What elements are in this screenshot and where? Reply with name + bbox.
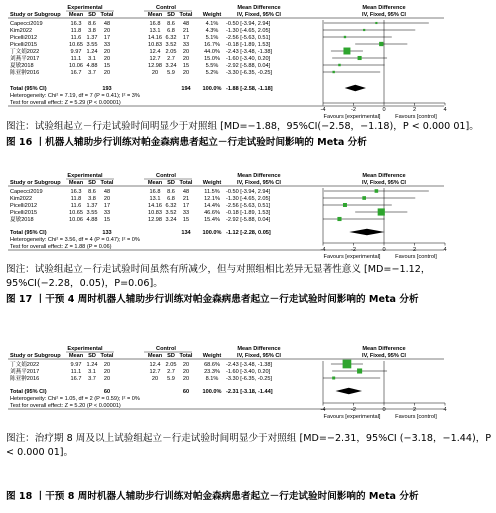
study-row	[10, 47, 272, 55]
effect-square	[332, 377, 335, 380]
weight: 44.0%	[204, 49, 220, 55]
col-method: IV, Fixed, 95% CI	[237, 180, 281, 186]
pooled-diamond	[349, 229, 385, 235]
effect-square	[378, 208, 385, 215]
sd-ctl: 3.24	[165, 63, 177, 69]
col-sd-ctl: SD	[167, 12, 175, 18]
ci-text: -1.30 [-4.65, 2.05]	[226, 28, 271, 34]
mean-exp: 16.7	[70, 70, 82, 76]
sd-exp: 3.8	[88, 28, 96, 34]
figure-caption-note: 图注：试验组起立－行走试验时间明显少于对照组 [MD=−1.88，95%CI(−2.58，−1.18)，P < 0.000 01]。	[6, 121, 479, 132]
header-experimental: Experimental	[67, 5, 103, 11]
n-ctl: 20	[182, 369, 190, 375]
n-ctl: 21	[182, 28, 190, 34]
total-label: Total (95% CI)	[10, 230, 47, 236]
total-n-exp: 60	[103, 389, 111, 395]
ci-text: -2.43 [-3.48, -1.38]	[226, 362, 273, 368]
effect-square	[363, 29, 365, 31]
study-name: Capecci2019	[10, 189, 43, 195]
x-tick	[443, 403, 446, 413]
mean-ctl: 20	[151, 376, 159, 382]
study-row	[10, 28, 271, 34]
total-n-exp: 133	[102, 230, 112, 236]
n-ctl: 33	[182, 210, 190, 216]
sd-exp: 3.7	[88, 376, 96, 382]
study-row	[10, 21, 271, 27]
n-exp: 33	[103, 42, 111, 48]
n-exp: 17	[103, 203, 111, 209]
study-row	[10, 189, 271, 195]
weight: 4.1%	[205, 21, 219, 27]
x-tick	[321, 103, 326, 113]
n-ctl: 20	[182, 362, 190, 368]
n-ctl: 20	[182, 56, 190, 62]
col-weight: Weight	[202, 353, 222, 359]
col-total-exp: Total	[100, 12, 114, 18]
favours-control: Favours [control]	[395, 414, 437, 420]
n-ctl: 21	[182, 196, 190, 202]
weight: 15.4%	[204, 217, 220, 223]
heterogeneity: Heterogeneity: Chi² = 3.56, df = 4 (P = 0.47); I² = 0%	[10, 237, 140, 243]
favours-experimental: Favours [experimental]	[323, 114, 381, 120]
effect-square	[343, 360, 352, 369]
sd-exp: 1.24	[86, 362, 98, 368]
mean-ctl: 14.16	[148, 35, 162, 41]
n-ctl: 20	[182, 376, 190, 382]
mean-ctl: 10.83	[148, 210, 162, 216]
sd-exp: 8.6	[88, 189, 96, 195]
tick-label: 0	[382, 107, 386, 113]
ci-text: -1.30 [-4.65, 2.05]	[226, 196, 271, 202]
mean-ctl: 20	[151, 70, 159, 76]
tick-label: 4	[443, 247, 447, 253]
mean-ctl: 10.83	[148, 42, 162, 48]
mean-exp: 16.7	[70, 376, 82, 382]
col-total-exp: Total	[100, 180, 114, 186]
sd-ctl: 2.7	[167, 56, 175, 62]
x-tick	[351, 103, 356, 113]
sd-exp: 1.37	[86, 35, 98, 41]
n-exp: 15	[103, 217, 111, 223]
x-tick	[382, 403, 385, 413]
mean-ctl: 16.8	[149, 189, 161, 195]
tick-label: -2	[351, 107, 356, 113]
effect-square	[338, 64, 340, 66]
study-row	[10, 367, 271, 375]
x-tick	[351, 243, 356, 253]
sd-exp: 4.88	[86, 217, 98, 223]
header-mean-diff: Mean Difference	[237, 346, 281, 352]
overall-effect: Test for overall effect: Z = 1.88 (P = 0.06)	[10, 244, 112, 250]
col-total-ctl: Total	[179, 12, 193, 18]
n-exp: 48	[103, 21, 111, 27]
col-weight: Weight	[202, 180, 222, 186]
mean-ctl: 14.16	[148, 203, 162, 209]
study-row	[10, 203, 271, 209]
col-study: Study or Subgroup	[10, 180, 61, 186]
mean-ctl: 13.1	[149, 196, 161, 202]
sd-ctl: 6.32	[165, 35, 177, 41]
sd-ctl: 6.8	[167, 196, 175, 202]
forest-svg	[4, 2, 492, 136]
weight: 23.3%	[204, 369, 220, 375]
study-name: Picelli2012	[10, 203, 38, 209]
study-row	[10, 215, 271, 223]
sd-ctl: 3.52	[165, 42, 177, 48]
effect-square	[344, 36, 346, 38]
ci-text: -3.30 [-6.35, -0.25]	[226, 376, 273, 382]
x-tick	[351, 403, 356, 413]
overall-effect: Test for overall effect: Z = 5.29 (P < 0.00001)	[10, 100, 121, 106]
favours-control: Favours [control]	[395, 114, 437, 120]
ci-text: -2.92 [-5.88, 0.04]	[226, 217, 271, 223]
sd-exp: 3.55	[86, 42, 98, 48]
study-name: 陈亚翀2016	[10, 376, 40, 382]
header-control: Control	[156, 346, 176, 352]
forest-plot-fig18	[4, 343, 492, 433]
sd-exp: 4.88	[86, 63, 98, 69]
mean-exp: 11.8	[70, 196, 82, 202]
weight: 11.5%	[204, 189, 220, 195]
weight: 5.5%	[205, 63, 219, 69]
effect-square	[343, 203, 347, 207]
mean-ctl: 12.4	[149, 49, 161, 55]
col-method: IV, Fixed, 95% CI	[237, 353, 281, 359]
sd-ctl: 5.9	[167, 376, 175, 382]
mean-ctl: 12.98	[148, 217, 162, 223]
study-name: Capecci2019	[10, 21, 43, 27]
study-name: 丁文娟2022	[10, 362, 40, 368]
effect-square	[332, 71, 334, 73]
sd-ctl: 2.7	[167, 369, 175, 375]
total-ci: -1.88 [-2.58, -1.18]	[226, 86, 273, 92]
pooled-diamond	[345, 85, 366, 91]
col-sd-exp: SD	[88, 180, 96, 186]
sd-ctl: 3.24	[165, 217, 177, 223]
effect-square	[375, 189, 379, 193]
n-ctl: 17	[182, 203, 190, 209]
x-tick	[321, 403, 326, 413]
total-label: Total (95% CI)	[10, 86, 47, 92]
effect-square	[362, 196, 366, 200]
col-total-ctl: Total	[179, 353, 193, 359]
col-mean-ctl: Mean	[147, 12, 163, 18]
total-row	[10, 86, 273, 92]
col-method-right: IV, Fixed, 95% CI	[362, 12, 406, 18]
ci-text: -2.92 [-5.88, 0.04]	[226, 63, 271, 69]
col-total-ctl: Total	[179, 180, 193, 186]
col-mean-ctl: Mean	[147, 353, 163, 359]
study-name: 刘燕平2017	[10, 369, 40, 375]
figure-caption-note: 图注：治疗期 8 周及以上试验组起立－行走试验时间明显少于对照组 [MD=−2.31，95%CI (−3.18，−1.44)，P < 0.000 01]。	[6, 433, 492, 458]
col-mean-exp: Mean	[68, 180, 84, 186]
tick-label: 4	[443, 107, 447, 113]
ci-text: -3.30 [-6.35, -0.25]	[226, 70, 273, 76]
favours-experimental: Favours [experimental]	[323, 254, 381, 260]
x-tick	[382, 103, 385, 113]
effect-square	[337, 217, 341, 221]
study-row	[10, 54, 271, 62]
header-mean-diff-right: Mean Difference	[362, 346, 406, 352]
total-row	[10, 230, 271, 236]
ci-text: -2.56 [-5.63, 0.51]	[226, 35, 271, 41]
mean-ctl: 16.8	[149, 21, 161, 27]
col-mean-ctl: Mean	[147, 180, 163, 186]
total-n-ctl: 194	[181, 86, 191, 92]
study-name: Kim2022	[10, 28, 33, 34]
total-n-ctl: 60	[182, 389, 190, 395]
header-mean-diff: Mean Difference	[237, 173, 281, 179]
effect-square	[357, 368, 362, 373]
study-row	[10, 196, 271, 202]
col-study: Study or Subgroup	[10, 12, 61, 18]
study-name: 刘燕平2017	[10, 56, 40, 62]
mean-exp: 11.8	[70, 28, 82, 34]
forest-plot-fig16	[4, 2, 492, 136]
mean-ctl: 12.7	[149, 56, 161, 62]
sd-ctl: 2.05	[165, 49, 177, 55]
mean-exp: 10.65	[69, 42, 83, 48]
sd-exp: 3.55	[86, 210, 98, 216]
header-mean-diff: Mean Difference	[237, 5, 281, 11]
n-exp: 20	[103, 196, 111, 202]
col-sd-exp: SD	[88, 12, 96, 18]
study-name: 夏敏2018	[10, 217, 34, 223]
figure-title: 图 17 丨干预 4 周时机器人辅助步行训练对帕金森病患者起立－行走试验时间影响的 Meta 分析	[6, 294, 419, 305]
n-ctl: 33	[182, 42, 190, 48]
mean-exp: 16.3	[70, 21, 82, 27]
n-exp: 20	[103, 56, 111, 62]
mean-exp: 9.97	[70, 362, 82, 368]
mean-exp: 11.6	[70, 35, 82, 41]
n-ctl: 48	[182, 21, 190, 27]
effect-square	[343, 48, 350, 55]
col-total-exp: Total	[100, 353, 114, 359]
col-sd-exp: SD	[88, 353, 96, 359]
study-name: 夏敏2018	[10, 63, 34, 69]
x-tick	[443, 103, 446, 113]
sd-exp: 8.6	[88, 21, 96, 27]
study-name: Picelli2012	[10, 35, 38, 41]
mean-exp: 11.6	[70, 203, 82, 209]
sd-ctl: 6.8	[167, 28, 175, 34]
study-row	[10, 360, 272, 368]
x-tick	[443, 243, 446, 253]
weight: 46.6%	[204, 210, 220, 216]
col-method: IV, Fixed, 95% CI	[237, 12, 281, 18]
ci-text: -1.60 [-3.40, 0.20]	[226, 56, 271, 62]
x-tick	[413, 243, 416, 253]
mean-exp: 10.65	[69, 210, 83, 216]
n-exp: 20	[103, 362, 111, 368]
sd-exp: 3.1	[88, 369, 96, 375]
total-n-exp: 193	[102, 86, 112, 92]
total-ci: -2.31 [-3.18, -1.44]	[226, 389, 273, 395]
tick-label: -4	[320, 247, 326, 253]
heterogeneity: Heterogeneity: Chi² = 7.19, df = 7 (P = 0.41); I² = 3%	[10, 93, 140, 99]
weight: 68.6%	[204, 362, 220, 368]
study-name: Picelli2015	[10, 42, 38, 48]
sd-ctl: 3.52	[165, 210, 177, 216]
x-tick	[413, 403, 416, 413]
header-control: Control	[156, 5, 176, 11]
n-exp: 20	[103, 376, 111, 382]
mean-ctl: 12.7	[149, 369, 161, 375]
ci-text: -1.60 [-3.40, 0.20]	[226, 369, 271, 375]
sd-ctl: 6.32	[165, 203, 177, 209]
header-mean-diff-right: Mean Difference	[362, 5, 406, 11]
tick-label: 2	[412, 247, 417, 253]
study-row	[10, 68, 272, 76]
sd-exp: 3.7	[88, 70, 96, 76]
total-row	[10, 389, 273, 395]
mean-exp: 11.1	[70, 56, 82, 62]
weight: 12.1%	[204, 196, 220, 202]
sd-ctl: 8.6	[167, 189, 175, 195]
n-ctl: 15	[182, 63, 190, 69]
n-ctl: 20	[182, 70, 190, 76]
figure-title: 图 16 丨机器人辅助步行训练对帕金森病患者起立－行走试验时间影响的 Meta 分析	[6, 137, 367, 148]
sd-exp: 3.8	[88, 196, 96, 202]
col-sd-ctl: SD	[167, 180, 175, 186]
mean-exp: 10.06	[69, 63, 83, 69]
overall-effect: Test for overall effect: Z = 5.20 (P < 0.00001)	[10, 403, 121, 409]
mean-exp: 16.3	[70, 189, 82, 195]
ci-text: -0.50 [-3.94, 2.94]	[226, 21, 271, 27]
tick-label: -2	[351, 247, 356, 253]
effect-square	[379, 42, 383, 46]
n-exp: 20	[103, 28, 111, 34]
study-name: 丁文娟2022	[10, 49, 40, 55]
figure-title: 图 18 丨干预 8 周时机器人辅助步行训练对帕金森病患者起立－行走试验时间影响的 Meta 分析	[6, 491, 419, 502]
col-sd-ctl: SD	[167, 353, 175, 359]
header-experimental: Experimental	[67, 173, 103, 179]
study-row	[10, 374, 272, 382]
sd-ctl: 5.9	[167, 70, 175, 76]
weight: 8.1%	[205, 376, 219, 382]
effect-square	[375, 22, 377, 24]
total-weight: 100.0%	[202, 86, 222, 92]
tick-label: 4	[443, 407, 447, 413]
col-weight: Weight	[202, 12, 222, 18]
total-ci: -1.12 [-2.28, 0.05]	[226, 230, 271, 236]
ci-text: -2.43 [-3.48, -1.38]	[226, 49, 273, 55]
n-ctl: 48	[182, 189, 190, 195]
study-row	[10, 35, 271, 41]
tick-label: 0	[382, 407, 386, 413]
tick-label: 2	[412, 107, 417, 113]
header-mean-diff-right: Mean Difference	[362, 173, 406, 179]
study-row	[10, 210, 271, 216]
plot-marks	[323, 189, 429, 235]
pooled-diamond	[336, 388, 363, 394]
tick-label: -2	[351, 407, 356, 413]
col-study: Study or Subgroup	[10, 353, 61, 359]
sd-ctl: 2.05	[165, 362, 177, 368]
n-exp: 48	[103, 189, 111, 195]
n-ctl: 20	[182, 49, 190, 55]
col-method-right: IV, Fixed, 95% CI	[362, 353, 406, 359]
weight: 15.0%	[204, 56, 220, 62]
study-name: Kim2022	[10, 196, 33, 202]
n-ctl: 15	[182, 217, 190, 223]
n-exp: 20	[103, 369, 111, 375]
mean-exp: 10.06	[69, 217, 83, 223]
study-row	[10, 61, 271, 69]
n-exp: 33	[103, 210, 111, 216]
n-exp: 20	[103, 70, 111, 76]
forest-svg	[4, 343, 492, 433]
n-exp: 20	[103, 49, 111, 55]
n-exp: 15	[103, 63, 111, 69]
total-weight: 100.0%	[202, 389, 222, 395]
col-mean-exp: Mean	[68, 12, 84, 18]
ci-text: -0.18 [-1.89, 1.53]	[226, 42, 271, 48]
x-tick	[413, 103, 416, 113]
favours-experimental: Favours [experimental]	[323, 414, 381, 420]
mean-exp: 9.97	[70, 49, 82, 55]
effect-square	[358, 56, 362, 60]
ci-text: -2.56 [-5.63, 0.51]	[226, 203, 271, 209]
mean-ctl: 13.1	[149, 28, 161, 34]
sd-exp: 3.1	[88, 56, 96, 62]
tick-label: 2	[412, 407, 417, 413]
weight: 14.4%	[204, 203, 220, 209]
x-tick	[382, 243, 385, 253]
n-exp: 17	[103, 35, 111, 41]
weight: 16.7%	[204, 42, 220, 48]
n-ctl: 17	[182, 35, 190, 41]
weight: 5.1%	[205, 35, 219, 41]
sd-exp: 1.24	[86, 49, 98, 55]
study-row	[10, 42, 271, 48]
figure-caption-note: 图注：试验组起立－行走试验时间虽然有所减少，但与对照组相比差异无显著性意义 [MD=−1.12，95%CI(−2.28，0.05)，P=0.06]。	[6, 264, 431, 289]
mean-exp: 11.1	[70, 369, 82, 375]
weight: 5.2%	[205, 70, 219, 76]
favours-control: Favours [control]	[395, 254, 437, 260]
study-name: 陈亚翀2016	[10, 70, 40, 76]
col-method-right: IV, Fixed, 95% CI	[362, 180, 406, 186]
plot-marks	[323, 22, 429, 91]
header-control: Control	[156, 173, 176, 179]
sd-exp: 1.37	[86, 203, 98, 209]
tick-label: -4	[320, 407, 326, 413]
tick-label: -4	[320, 107, 326, 113]
mean-ctl: 12.4	[149, 362, 161, 368]
header-experimental: Experimental	[67, 346, 103, 352]
weight: 4.3%	[205, 28, 219, 34]
sd-ctl: 8.6	[167, 21, 175, 27]
total-n-ctl: 134	[181, 230, 191, 236]
col-mean-exp: Mean	[68, 353, 84, 359]
ci-text: -0.18 [-1.89, 1.53]	[226, 210, 271, 216]
total-label: Total (95% CI)	[10, 389, 47, 395]
heterogeneity: Heterogeneity: Chi² = 1.05, df = 2 (P = 0.59); I² = 0%	[10, 396, 140, 402]
plot-marks	[323, 360, 387, 395]
study-name: Picelli2015	[10, 210, 38, 216]
tick-label: 0	[382, 247, 386, 253]
x-tick	[321, 243, 326, 253]
total-weight: 100.0%	[202, 230, 222, 236]
ci-text: -0.50 [-3.94, 2.94]	[226, 189, 271, 195]
mean-ctl: 12.98	[148, 63, 162, 69]
